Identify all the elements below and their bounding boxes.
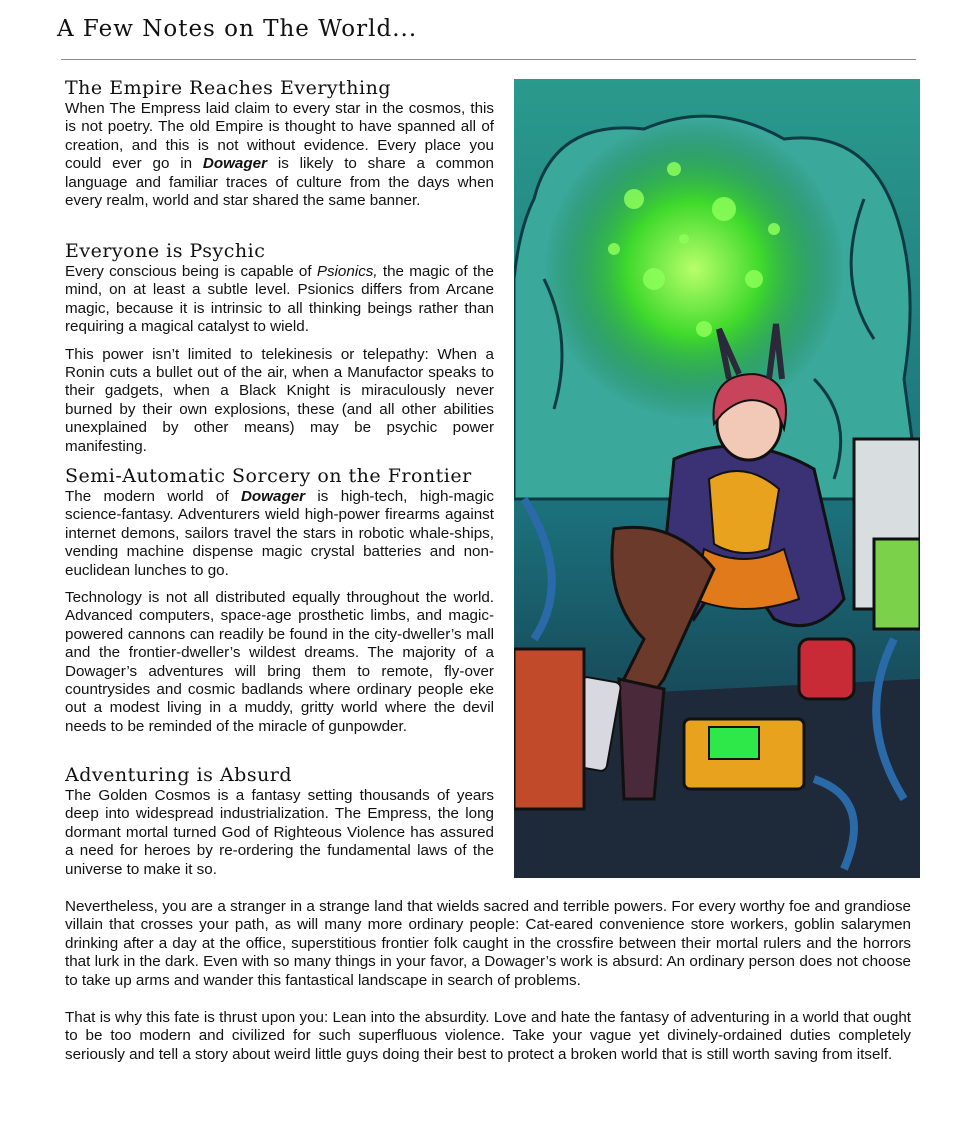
section-paragraph: When The Empress laid claim to every star in the cosmos, this is not poetry. The old Empire is thought to have spanned all of creation, and this is not without evidence. Every place you could ever go in Dowager is likely to share a common language and familiar traces of culture from the days when every realm, world and star shared the same banner. — [65, 100, 494, 210]
toolbox — [514, 649, 584, 809]
section-paragraph: This power isn’t limited to telekinesis or telepathy: When a Ronin cuts a bullet out of the air, when a Manufactor speaks to their gadgets, when a Black Knight is miraculously never burned by their own explosions, these (and all other abilities unexplained by other means) may be psychic power manifesting. — [65, 345, 494, 455]
psychic-glow — [544, 119, 844, 419]
section-heading: Adventuring is Absurd — [65, 764, 293, 786]
section-paragraph: The Golden Cosmos is a fantasy setting thousands of years deep into widespread industrialization. The Empress, the long dormant mortal turned God of Righteous Violence has assured a need for heroes by re-ordering the fundamental laws of the universe to make it so. — [65, 787, 494, 878]
green-device — [874, 539, 920, 629]
section-paragraph: Every conscious being is capable of Psionics, the magic of the mind, on at least a subtle level. Psionics differs from Arcane magic, because it is intrinsic to all thinking beings rather than requiring a magical catalyst to wield. — [65, 263, 494, 336]
section-paragraph: Technology is not all distributed equally throughout the world. Advanced computers, space-age prosthetic limbs, and magic-powered cannons can readily be found in the city-dweller’s mall and the frontier-dweller’s wildest dreams. The majority of a Dowager’s adventures will bring them to remote, fly-over countrysides and cosmic badlands where ordinary people eke out a modest living in a muddy, gritty world where the devil needs to be reminded of the miracle of gunpowder. — [65, 589, 494, 735]
tank-top — [709, 471, 779, 553]
section-empire — [65, 76, 494, 210]
section-frontier — [65, 464, 494, 736]
red-device — [799, 639, 854, 699]
gadget-screen — [709, 727, 759, 759]
closing-paragraph: That is why this fate is thrust upon you: Lean into the absurdity. Love and hate the fantasy of adventuring in a world that ought to be too modern and civilized for such superfluous violence. Take your vague yet divinely-ordained duties completely seriously and tell a story about weird little guys doing their best to protect a broken world that is still worth saving from itself. — [65, 1009, 911, 1063]
title-divider — [61, 59, 916, 60]
section-paragraph: The modern world of Dowager is high-tech, high-magic science-fantasy. Adventurers wield high-power firearms against internet demons, sailors travel the stars in robotic whale-ships, vending machine dispense magic crystal batteries and non-euclidean lunches to go. — [65, 488, 495, 579]
page-title: A Few Notes on The World... — [57, 16, 418, 42]
closing-paragraph: Nevertheless, you are a stranger in a strange land that wields sacred and terrible powers. For every worthy foe and grandiose villain that crosses your path, as will many more ordinary people: Cat-eared convenience store workers, goblin salarymen drinking after a day at the office, superstitious frontier folk caught in the crossfire between their mortal rulers and the horrors that lurk in the dark. Even with so many things in your favor, a Dowager’s work is absurd: An ordinary person does not choose to take up arms and wander this fantastical landscape in search of problems. — [65, 898, 911, 989]
character-illustration — [514, 79, 920, 878]
section-psychic — [65, 239, 494, 456]
section-heading: The Empire Reaches Everything — [65, 77, 391, 99]
section-heading: Semi-Automatic Sorcery on the Frontier — [65, 465, 472, 487]
section-heading: Everyone is Psychic — [65, 240, 266, 262]
section-absurd — [65, 763, 494, 879]
